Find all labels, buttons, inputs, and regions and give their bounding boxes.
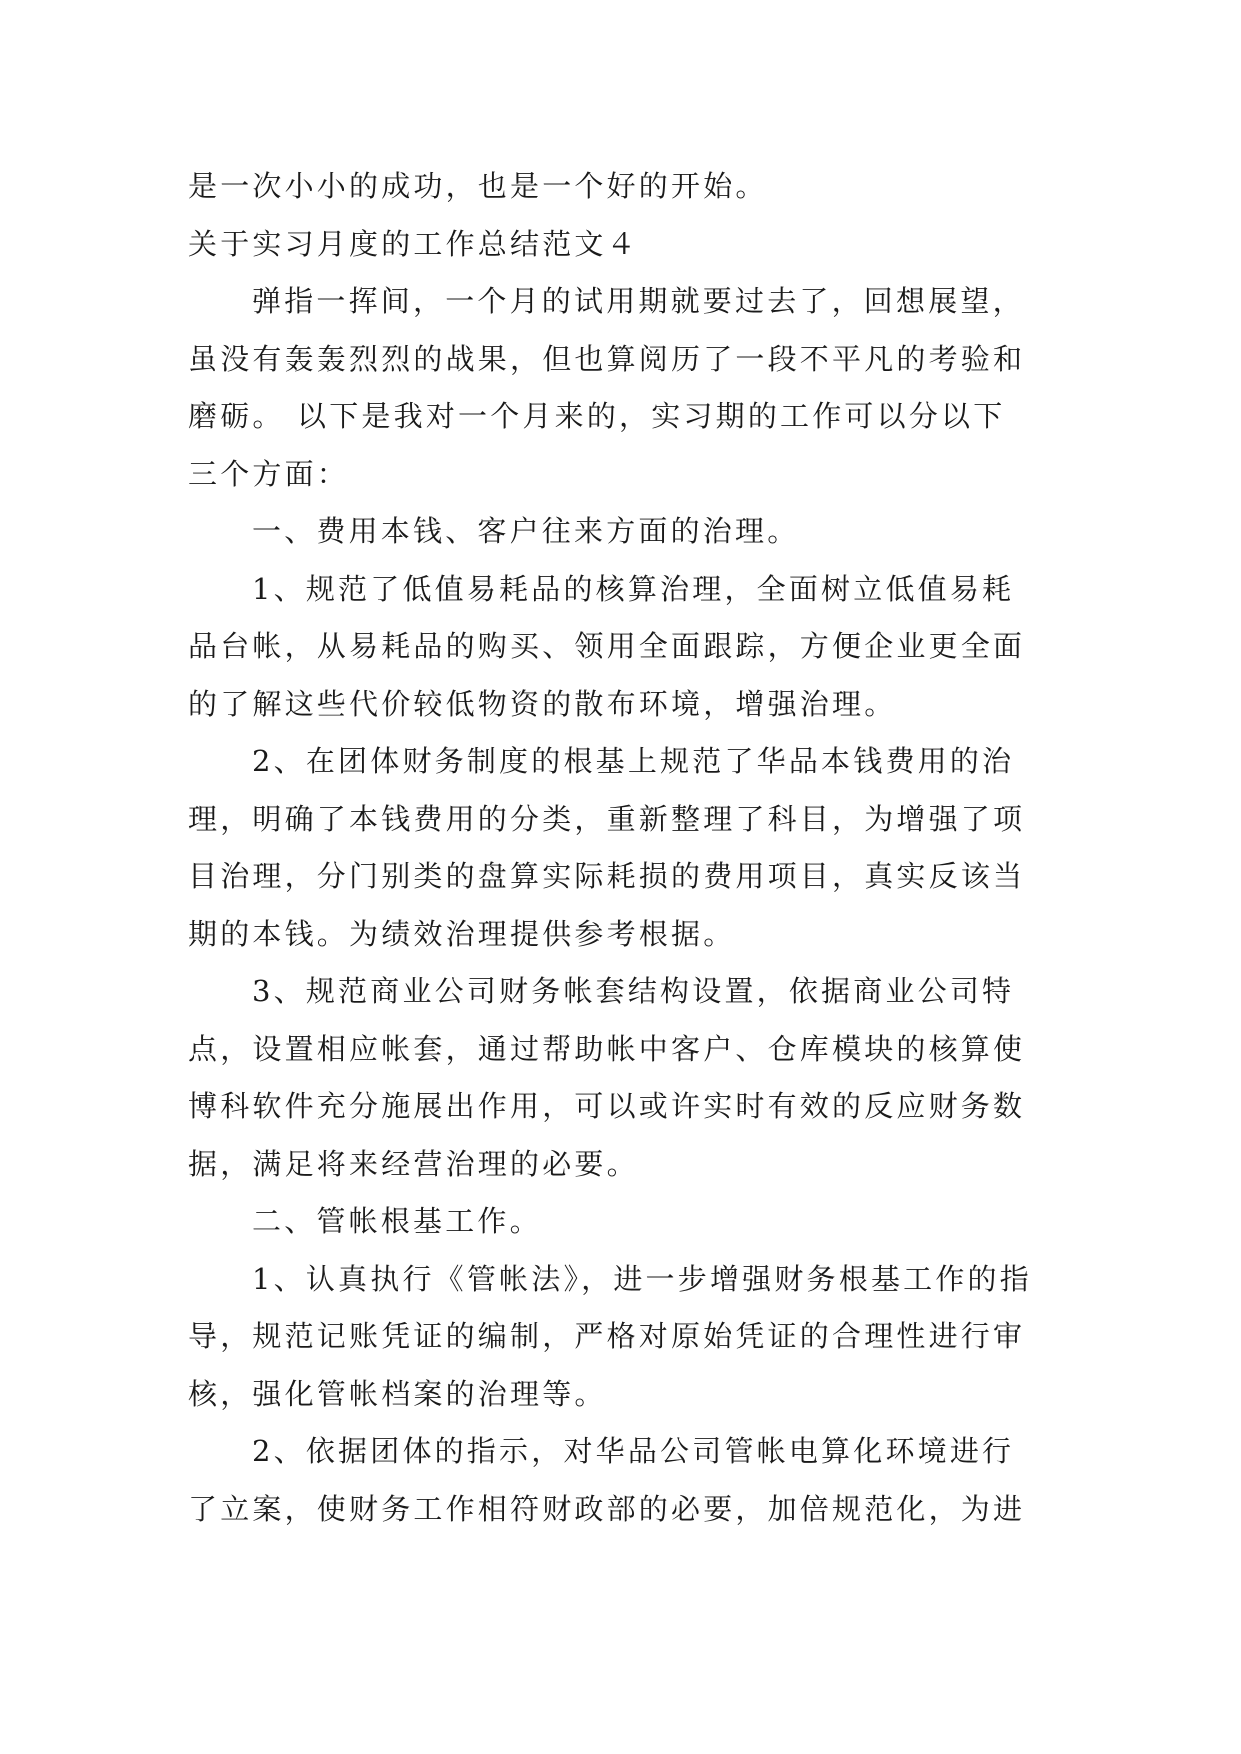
body-line: 磨砺。 以下是我对一个月来的，实习期的工作可以分以下 [188,399,1006,433]
body-line: 目治理，分门别类的盘算实际耗损的费用项目，真实反该当 [188,859,1026,893]
document-body [188,158,1068,1538]
body-line: 据，满足将来经营治理的必要。 [188,1146,639,1181]
body-line: 点，设置相应帐套，通过帮助帐中客户、仓库模块的核算使 [188,1031,1026,1066]
paragraph-start: 3、规范商业公司财务帐套结构设置，依据商业公司特 [252,974,1015,1008]
subheading: 一、费用本钱、客户往来方面的治理。 [252,514,800,548]
body-line: 三个方面： [188,456,350,491]
paragraph-start: 弹指一挥间，一个月的试用期就要过去了，回想展望， [252,284,1025,318]
body-line: 虽没有轰轰烈烈的战果，但也算阅历了一段不平凡的考验和 [188,341,1026,376]
body-line: 品台帐，从易耗品的购买、领用全面跟踪，方便企业更全面 [188,629,1026,663]
paragraph-start: 1、认真执行《管帐法》，进一步增强财务根基工作的指 [252,1261,1032,1296]
paragraph-start: 2、依据团体的指示，对华品公司管帐电算化环境进行 [252,1434,1015,1468]
body-line: 了立案，使财务工作相符财政部的必要，加倍规范化，为进 [188,1491,1026,1526]
paragraph-start: 2、在团体财务制度的根基上规范了华品本钱费用的治 [252,744,1015,778]
body-line: 的了解这些代价较低物资的散布环境，增强治理。 [188,686,897,721]
body-line: 期的本钱。为绩效治理提供参考根据。 [188,916,736,951]
paragraph-start: 1、规范了低值易耗品的核算治理，全面树立低值易耗 [252,571,1015,606]
body-line: 核，强化管帐档案的治理等。 [188,1376,607,1411]
subheading: 二、管帐根基工作。 [252,1204,542,1238]
body-line: 理，明确了本钱费用的分类，重新整理了科目，为增强了项 [188,801,1026,836]
body-line: 导，规范记账凭证的编制，严格对原始凭证的合理性进行审 [188,1319,1026,1353]
section-title: 关于实习月度的工作总结范文４ [188,226,639,261]
body-line: 博科软件充分施展出作用，可以或许实时有效的反应财务数 [188,1089,1026,1123]
body-line: 是一次小小的成功，也是一个好的开始。 [188,169,768,203]
